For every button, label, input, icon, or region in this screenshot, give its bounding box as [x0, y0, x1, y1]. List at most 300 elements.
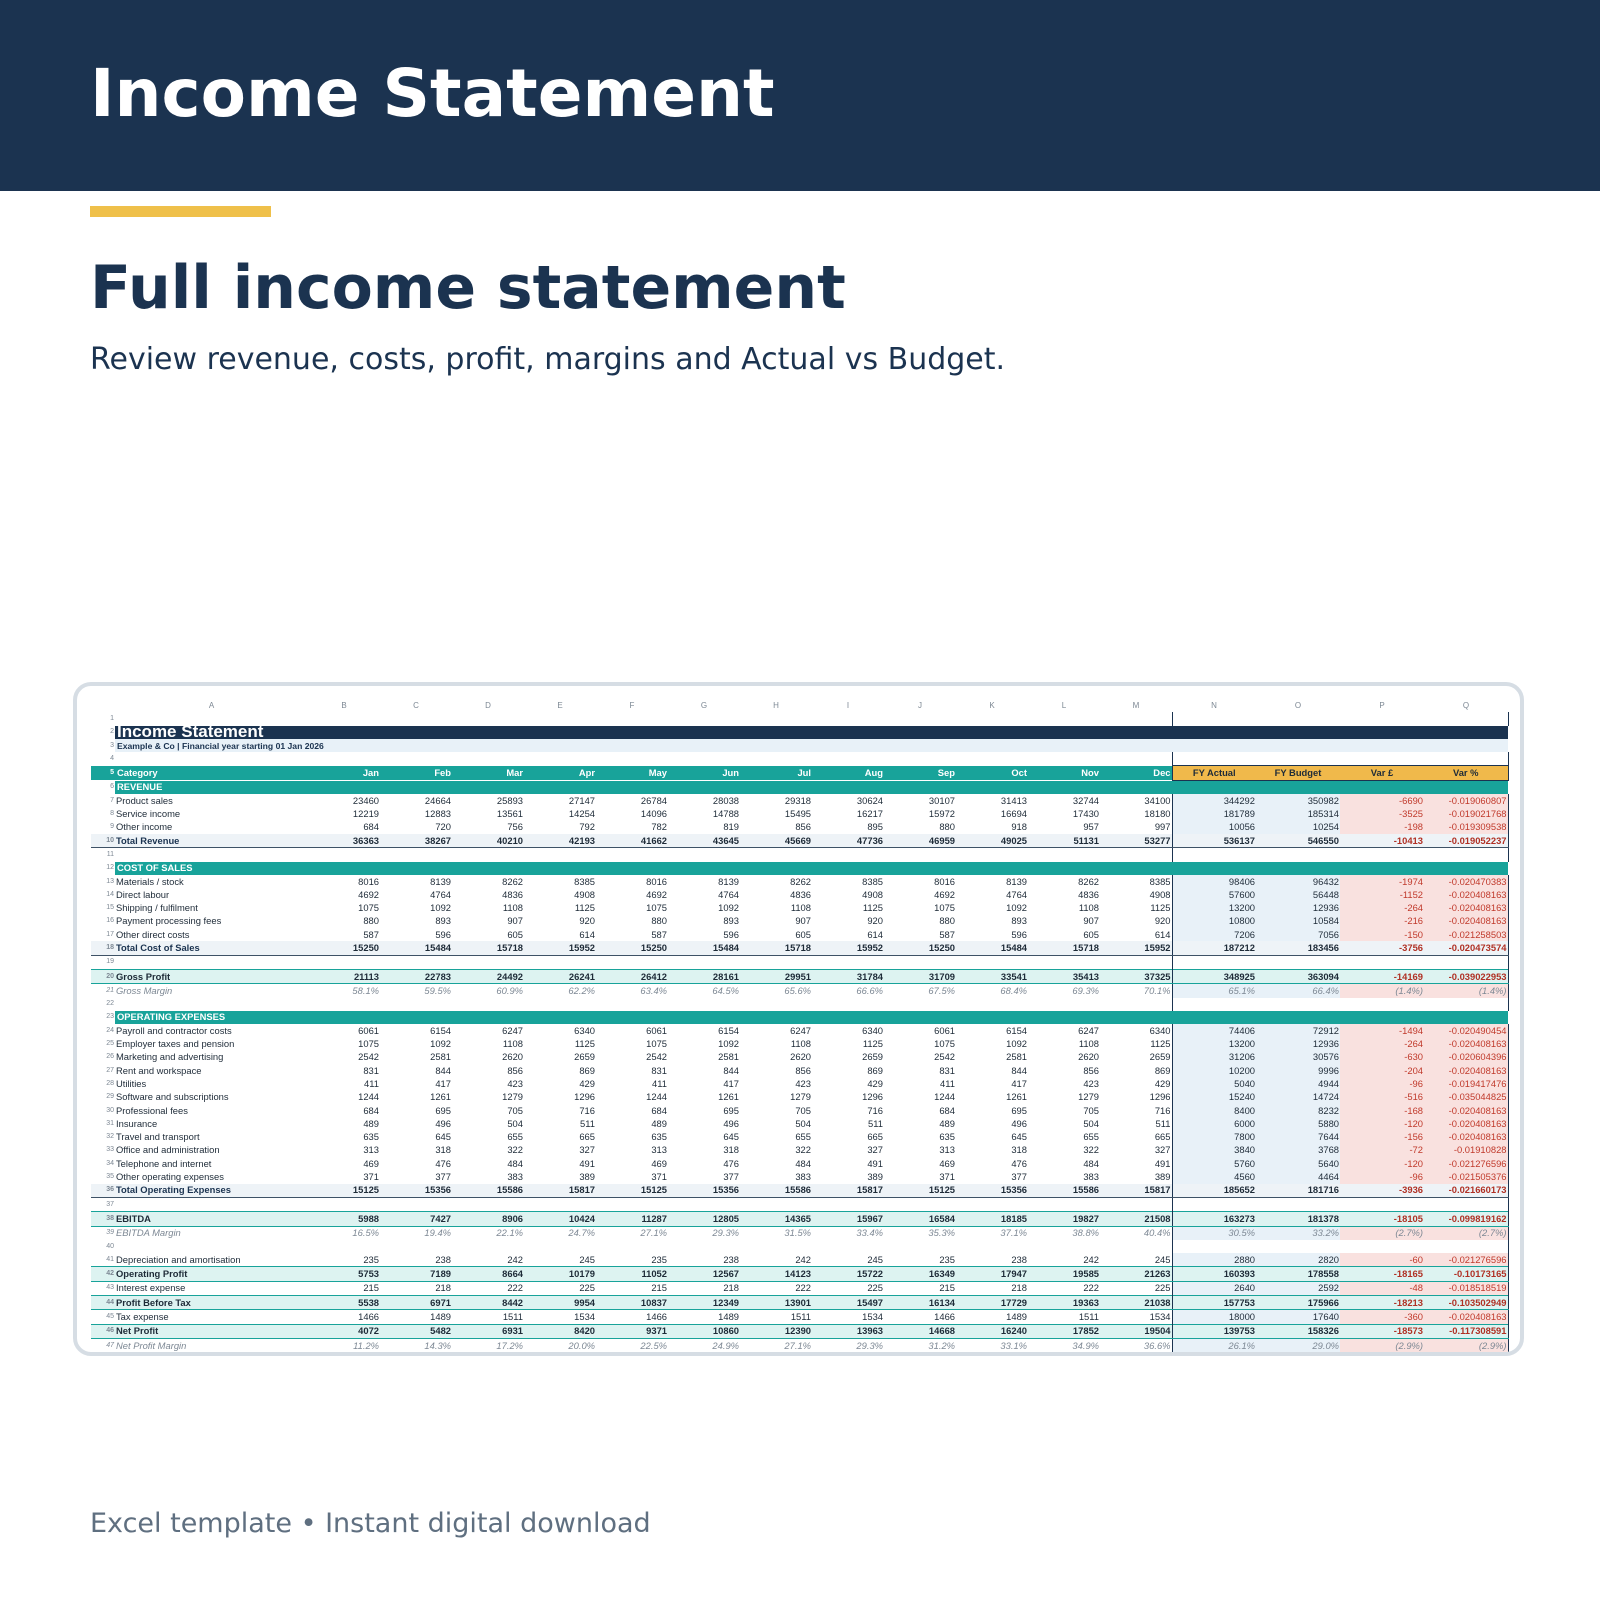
value-cell[interactable]: -516	[1340, 1091, 1424, 1104]
value-cell[interactable]: 1489	[1006, 1311, 1027, 1322]
column-letter-k[interactable]: K	[956, 699, 1028, 712]
value-cell[interactable]: 58.1%	[352, 984, 379, 996]
value-cell[interactable]: 18185	[956, 1212, 1028, 1226]
value-cell[interactable]: 43645	[668, 834, 740, 848]
value-cell[interactable]: -168	[1340, 1104, 1424, 1117]
value-cell[interactable]: 10424	[524, 1212, 596, 1226]
value-cell[interactable]: 6061	[358, 1024, 379, 1036]
value-cell[interactable]: 511	[580, 1117, 595, 1129]
value-cell[interactable]: -14169	[1340, 969, 1424, 983]
value-cell[interactable]: -150	[1340, 928, 1424, 941]
value-cell[interactable]: 8385	[1149, 875, 1171, 887]
value-cell[interactable]: 12390	[740, 1324, 812, 1338]
value-cell[interactable]: 489	[651, 1117, 667, 1129]
value-cell[interactable]: 10584	[1256, 915, 1340, 928]
value-cell[interactable]: 215	[363, 1282, 379, 1294]
value-cell[interactable]: 235	[651, 1253, 667, 1265]
column-header[interactable]: Category	[115, 766, 308, 780]
empty-cell[interactable]	[740, 955, 812, 969]
value-cell[interactable]: 34100	[1144, 794, 1171, 806]
value-cell[interactable]: 28038	[712, 794, 739, 806]
value-cell[interactable]: 684	[363, 1104, 379, 1116]
value-cell[interactable]: 8139	[430, 875, 451, 887]
value-cell[interactable]: 1125	[574, 902, 595, 914]
value-cell[interactable]: 16240	[956, 1324, 1028, 1338]
value-cell[interactable]: -0.020408163	[1424, 901, 1508, 914]
value-cell[interactable]: 1279	[1078, 1091, 1099, 1103]
value-cell[interactable]: 245	[579, 1253, 595, 1265]
value-cell[interactable]: 318	[1011, 1144, 1027, 1156]
value-cell[interactable]: 3768	[1256, 1144, 1340, 1157]
empty-cell[interactable]	[1256, 955, 1340, 969]
value-cell[interactable]: 6340	[862, 1024, 883, 1036]
value-cell[interactable]: 24.7%	[568, 1227, 595, 1239]
empty-cell[interactable]	[740, 998, 812, 1011]
value-cell[interactable]: 1108	[790, 902, 811, 914]
value-cell[interactable]: 313	[651, 1144, 667, 1156]
value-cell[interactable]: 2581	[718, 1051, 739, 1063]
value-cell[interactable]: 7644	[1256, 1131, 1340, 1144]
value-cell[interactable]: 15718	[1028, 941, 1100, 955]
column-header[interactable]: Jun	[668, 766, 740, 780]
empty-cell[interactable]	[740, 1197, 812, 1211]
value-cell[interactable]: 28161	[668, 969, 740, 983]
value-cell[interactable]: 716	[867, 1104, 883, 1116]
value-cell[interactable]: 175966	[1256, 1296, 1340, 1310]
value-cell[interactable]: 15240	[1172, 1091, 1256, 1104]
value-cell[interactable]: -120	[1340, 1117, 1424, 1130]
value-cell[interactable]: 1075	[358, 902, 379, 914]
value-cell[interactable]: 5988	[308, 1212, 380, 1226]
value-cell[interactable]: 15817	[524, 1184, 596, 1198]
value-cell[interactable]: 33541	[956, 969, 1028, 983]
value-cell[interactable]: 22.1%	[496, 1227, 523, 1239]
value-cell[interactable]: 469	[939, 1157, 955, 1169]
value-cell[interactable]: 318	[435, 1144, 451, 1156]
value-cell[interactable]: 8016	[934, 875, 955, 887]
value-cell[interactable]: 26784	[640, 794, 667, 806]
value-cell[interactable]: 12219	[352, 808, 379, 820]
value-cell[interactable]: 489	[939, 1117, 955, 1129]
value-cell[interactable]: 665	[1154, 1131, 1171, 1143]
value-cell[interactable]: 41662	[596, 834, 668, 848]
column-header[interactable]: Jul	[740, 766, 812, 780]
value-cell[interactable]: 655	[795, 1131, 811, 1143]
empty-cell[interactable]	[956, 712, 1028, 725]
empty-cell[interactable]	[1172, 752, 1256, 766]
value-cell[interactable]: 844	[1011, 1064, 1027, 1076]
value-cell[interactable]: 695	[1011, 1104, 1027, 1116]
empty-cell[interactable]	[956, 752, 1028, 766]
value-cell[interactable]: 1108	[1078, 1038, 1099, 1050]
value-cell[interactable]: 831	[939, 1064, 955, 1076]
value-cell[interactable]: 880	[939, 821, 955, 833]
value-cell[interactable]: 756	[507, 821, 523, 833]
value-cell[interactable]: 21508	[1100, 1212, 1172, 1226]
value-cell[interactable]: 42193	[524, 834, 596, 848]
value-cell[interactable]: 1534	[1149, 1311, 1171, 1322]
value-cell[interactable]: 918	[1011, 821, 1027, 833]
value-cell[interactable]: 476	[435, 1157, 451, 1169]
empty-cell[interactable]	[115, 848, 308, 862]
value-cell[interactable]: 181716	[1256, 1184, 1340, 1198]
value-cell[interactable]: 36.6%	[1143, 1339, 1171, 1351]
empty-cell[interactable]	[812, 752, 884, 766]
value-cell[interactable]: 5753	[308, 1267, 380, 1281]
empty-cell[interactable]	[452, 752, 524, 766]
value-cell[interactable]: 38.8%	[1072, 1227, 1099, 1239]
value-cell[interactable]: 377	[1011, 1171, 1027, 1183]
empty-cell[interactable]	[308, 712, 380, 725]
value-cell[interactable]: 32744	[1072, 794, 1099, 806]
value-cell[interactable]: 1075	[934, 902, 955, 914]
value-cell[interactable]: 831	[651, 1064, 667, 1076]
value-cell[interactable]: 15125	[596, 1184, 668, 1198]
value-cell[interactable]: 4692	[646, 888, 667, 900]
value-cell[interactable]: 181789	[1172, 807, 1256, 820]
column-letter-o[interactable]: O	[1256, 699, 1340, 712]
value-cell[interactable]: 15484	[956, 941, 1028, 955]
value-cell[interactable]: -18105	[1340, 1212, 1424, 1226]
value-cell[interactable]: -18213	[1340, 1296, 1424, 1310]
value-cell[interactable]: 18180	[1144, 808, 1171, 820]
value-cell[interactable]: 6247	[1078, 1024, 1099, 1036]
value-cell[interactable]: 187212	[1172, 941, 1256, 955]
value-cell[interactable]: 31413	[1000, 794, 1027, 806]
value-cell[interactable]: 10837	[596, 1296, 668, 1310]
value-cell[interactable]: 8016	[358, 875, 379, 887]
line-item-label[interactable]: Tax expense	[116, 1311, 169, 1322]
value-cell[interactable]: 33.1%	[1000, 1339, 1027, 1351]
value-cell[interactable]: -0.019021768	[1424, 807, 1508, 820]
value-cell[interactable]: -1494	[1340, 1024, 1424, 1037]
empty-cell[interactable]	[380, 848, 452, 862]
value-cell[interactable]: 7056	[1256, 928, 1340, 941]
value-cell[interactable]: 10254	[1256, 821, 1340, 834]
value-cell[interactable]: 3840	[1172, 1144, 1256, 1157]
value-cell[interactable]: 587	[651, 928, 667, 940]
value-cell[interactable]: 1261	[718, 1091, 739, 1103]
value-cell[interactable]: 5482	[380, 1324, 452, 1338]
value-cell[interactable]: 6971	[380, 1296, 452, 1310]
value-cell[interactable]: 20.0%	[568, 1339, 595, 1351]
value-cell[interactable]: 15125	[884, 1184, 956, 1198]
value-cell[interactable]: 8385	[574, 875, 595, 887]
value-cell[interactable]: 605	[507, 928, 523, 940]
value-cell[interactable]: 6154	[430, 1024, 451, 1036]
line-item-label[interactable]: Direct labour	[116, 888, 170, 900]
value-cell[interactable]: 160393	[1172, 1267, 1256, 1281]
column-letter-c[interactable]: C	[380, 699, 452, 712]
line-item-label[interactable]: Software and subscriptions	[116, 1091, 229, 1103]
empty-cell[interactable]	[115, 712, 308, 725]
empty-cell[interactable]	[1424, 998, 1508, 1011]
empty-cell[interactable]	[1256, 712, 1340, 725]
value-cell[interactable]: -0.103502949	[1424, 1296, 1508, 1310]
value-cell[interactable]: 8232	[1256, 1104, 1340, 1117]
value-cell[interactable]: 484	[1083, 1157, 1099, 1169]
empty-cell[interactable]	[884, 752, 956, 766]
empty-cell[interactable]	[1100, 712, 1172, 725]
value-cell[interactable]: 350982	[1256, 794, 1340, 807]
empty-cell[interactable]	[668, 1240, 740, 1253]
value-cell[interactable]: -0.020470383	[1424, 875, 1508, 888]
value-cell[interactable]: 1279	[502, 1091, 523, 1103]
value-cell[interactable]: 1108	[502, 902, 523, 914]
value-cell[interactable]: 614	[867, 928, 883, 940]
value-cell[interactable]: -18573	[1340, 1324, 1424, 1338]
value-cell[interactable]: 1279	[790, 1091, 811, 1103]
value-cell[interactable]: 1466	[646, 1311, 667, 1322]
value-cell[interactable]: -0.039022953	[1424, 969, 1508, 983]
value-cell[interactable]: 8442	[452, 1296, 524, 1310]
empty-cell[interactable]	[740, 848, 812, 862]
value-cell[interactable]: 1092	[1006, 1038, 1027, 1050]
value-cell[interactable]: 6340	[574, 1024, 595, 1036]
value-cell[interactable]: 7800	[1172, 1131, 1256, 1144]
value-cell[interactable]: 4692	[358, 888, 379, 900]
value-cell[interactable]: 185314	[1256, 807, 1340, 820]
value-cell[interactable]: 225	[867, 1282, 883, 1294]
value-cell[interactable]: -0.020408163	[1424, 1310, 1508, 1324]
value-cell[interactable]: 17430	[1072, 808, 1099, 820]
empty-cell[interactable]	[1340, 712, 1424, 725]
line-item-label[interactable]: Travel and transport	[116, 1131, 200, 1143]
empty-cell[interactable]	[1172, 1240, 1256, 1253]
value-cell[interactable]: 14668	[884, 1324, 956, 1338]
value-cell[interactable]: 30624	[856, 794, 883, 806]
line-item-label[interactable]: Other operating expenses	[116, 1171, 224, 1183]
value-cell[interactable]: -204	[1340, 1064, 1424, 1077]
value-cell[interactable]: 4836	[790, 888, 811, 900]
value-cell[interactable]: 8400	[1172, 1104, 1256, 1117]
value-cell[interactable]: 15356	[956, 1184, 1028, 1198]
value-cell[interactable]: 215	[939, 1282, 955, 1294]
value-cell[interactable]: 496	[723, 1117, 739, 1129]
value-cell[interactable]: 1296	[1149, 1091, 1171, 1103]
empty-cell[interactable]	[380, 752, 452, 766]
value-cell[interactable]: 29951	[740, 969, 812, 983]
value-cell[interactable]: 60.9%	[496, 984, 523, 996]
value-cell[interactable]: 4908	[574, 888, 595, 900]
empty-cell[interactable]	[1256, 1197, 1340, 1211]
empty-cell[interactable]	[1424, 848, 1508, 862]
empty-cell[interactable]	[596, 752, 668, 766]
empty-cell[interactable]	[1100, 998, 1172, 1011]
empty-cell[interactable]	[1100, 752, 1172, 766]
value-cell[interactable]: 7427	[380, 1212, 452, 1226]
empty-cell[interactable]	[1256, 752, 1340, 766]
value-cell[interactable]: 596	[1011, 928, 1027, 940]
value-cell[interactable]: -0.019060807	[1424, 794, 1508, 807]
line-item-label[interactable]: Marketing and advertising	[116, 1051, 224, 1063]
value-cell[interactable]: -264	[1340, 1037, 1424, 1050]
value-cell[interactable]: 218	[1011, 1282, 1027, 1294]
value-cell[interactable]: 13200	[1172, 901, 1256, 914]
value-cell[interactable]: 880	[651, 915, 667, 927]
empty-cell[interactable]	[1424, 1240, 1508, 1253]
value-cell[interactable]: 8262	[790, 875, 811, 887]
value-cell[interactable]: 2581	[1006, 1051, 1027, 1063]
value-cell[interactable]: 65.1%	[1172, 984, 1256, 998]
empty-cell[interactable]	[452, 955, 524, 969]
value-cell[interactable]: 222	[795, 1282, 811, 1294]
empty-cell[interactable]	[115, 1197, 308, 1211]
value-cell[interactable]: 2620	[502, 1051, 523, 1063]
value-cell[interactable]: 4692	[934, 888, 955, 900]
value-cell[interactable]: 185652	[1172, 1184, 1256, 1198]
value-cell[interactable]: -0.10173165	[1424, 1267, 1508, 1281]
line-item-label[interactable]: Operating Profit	[115, 1267, 308, 1281]
value-cell[interactable]: 5538	[308, 1296, 380, 1310]
value-cell[interactable]: 29.3%	[856, 1339, 883, 1351]
value-cell[interactable]: 504	[795, 1117, 811, 1129]
value-cell[interactable]: 8664	[452, 1267, 524, 1281]
value-cell[interactable]: 383	[507, 1171, 523, 1183]
empty-cell[interactable]	[524, 1240, 596, 1253]
value-cell[interactable]: 37325	[1100, 969, 1172, 983]
value-cell[interactable]: -0.020473574	[1424, 941, 1508, 955]
empty-cell[interactable]	[1340, 1197, 1424, 1211]
value-cell[interactable]: 183456	[1256, 941, 1340, 955]
value-cell[interactable]: 705	[1083, 1104, 1099, 1116]
value-cell[interactable]: 511	[1155, 1117, 1171, 1129]
empty-cell[interactable]	[884, 712, 956, 725]
value-cell[interactable]: 72912	[1256, 1024, 1340, 1037]
value-cell[interactable]: -0.01910828	[1424, 1144, 1508, 1157]
value-cell[interactable]: 158326	[1256, 1324, 1340, 1338]
value-cell[interactable]: 15967	[812, 1212, 884, 1226]
value-cell[interactable]: 17640	[1256, 1310, 1340, 1324]
value-cell[interactable]: 411	[652, 1077, 667, 1089]
value-cell[interactable]: 8262	[1078, 875, 1099, 887]
value-cell[interactable]: 423	[795, 1077, 811, 1089]
value-cell[interactable]: 21113	[308, 969, 380, 983]
value-cell[interactable]: 8420	[524, 1324, 596, 1338]
value-cell[interactable]: 1489	[718, 1311, 739, 1322]
value-cell[interactable]: 893	[435, 915, 451, 927]
value-cell[interactable]: 16349	[884, 1267, 956, 1281]
value-cell[interactable]: 1261	[430, 1091, 451, 1103]
value-cell[interactable]: 645	[435, 1131, 451, 1143]
empty-cell[interactable]	[1028, 955, 1100, 969]
value-cell[interactable]: 14724	[1256, 1091, 1340, 1104]
value-cell[interactable]: 15817	[812, 1184, 884, 1198]
value-cell[interactable]: 35.3%	[928, 1227, 955, 1239]
value-cell[interactable]: 12936	[1256, 901, 1340, 914]
value-cell[interactable]: 238	[723, 1253, 739, 1265]
value-cell[interactable]: 8906	[452, 1212, 524, 1226]
value-cell[interactable]: -198	[1340, 821, 1424, 834]
value-cell[interactable]: 15497	[812, 1296, 884, 1310]
value-cell[interactable]: (1.4%)	[1424, 984, 1508, 998]
value-cell[interactable]: 31784	[812, 969, 884, 983]
value-cell[interactable]: 15250	[596, 941, 668, 955]
empty-cell[interactable]	[740, 752, 812, 766]
value-cell[interactable]: 1125	[574, 1038, 595, 1050]
value-cell[interactable]: 716	[1154, 1104, 1171, 1116]
value-cell[interactable]: -120	[1340, 1157, 1424, 1170]
value-cell[interactable]: 695	[723, 1104, 739, 1116]
empty-cell[interactable]	[812, 712, 884, 725]
value-cell[interactable]: 16694	[1000, 808, 1027, 820]
value-cell[interactable]: 1125	[1150, 1038, 1171, 1050]
value-cell[interactable]: 9954	[524, 1296, 596, 1310]
value-cell[interactable]: 29318	[784, 794, 811, 806]
line-item-label[interactable]: Total Cost of Sales	[115, 941, 308, 955]
value-cell[interactable]: 1534	[862, 1311, 883, 1322]
value-cell[interactable]: 7189	[380, 1267, 452, 1281]
line-item-label[interactable]: Materials / stock	[116, 875, 184, 887]
value-cell[interactable]: 869	[579, 1064, 595, 1076]
empty-cell[interactable]	[812, 1197, 884, 1211]
value-cell[interactable]: 655	[1083, 1131, 1099, 1143]
value-cell[interactable]: 920	[867, 915, 883, 927]
value-cell[interactable]: 10800	[1172, 915, 1256, 928]
line-item-label[interactable]: Utilities	[116, 1077, 147, 1089]
value-cell[interactable]: 15586	[740, 1184, 812, 1198]
value-cell[interactable]: 1092	[430, 1038, 451, 1050]
value-cell[interactable]: 429	[579, 1077, 595, 1089]
empty-cell[interactable]	[452, 1197, 524, 1211]
line-item-label[interactable]: Other direct costs	[116, 928, 190, 940]
value-cell[interactable]: 56448	[1256, 888, 1340, 901]
empty-cell[interactable]	[884, 1240, 956, 1253]
value-cell[interactable]: 596	[723, 928, 739, 940]
value-cell[interactable]: 716	[579, 1104, 595, 1116]
value-cell[interactable]: -156	[1340, 1131, 1424, 1144]
value-cell[interactable]: 40.4%	[1143, 1227, 1171, 1239]
value-cell[interactable]: 16134	[884, 1296, 956, 1310]
column-letter-e[interactable]: E	[524, 699, 596, 712]
value-cell[interactable]: 29.3%	[712, 1227, 739, 1239]
value-cell[interactable]: 322	[507, 1144, 523, 1156]
empty-cell[interactable]	[956, 848, 1028, 862]
empty-cell[interactable]	[524, 1197, 596, 1211]
value-cell[interactable]: -0.020408163	[1424, 1037, 1508, 1050]
column-letter-p[interactable]: P	[1340, 699, 1424, 712]
empty-cell[interactable]	[740, 712, 812, 725]
value-cell[interactable]: 67.5%	[928, 984, 955, 996]
value-cell[interactable]: 389	[1154, 1171, 1171, 1183]
value-cell[interactable]: 489	[363, 1117, 379, 1129]
value-cell[interactable]: 74406	[1172, 1024, 1256, 1037]
column-letter-i[interactable]: I	[812, 699, 884, 712]
line-item-label[interactable]: Gross Profit	[115, 969, 308, 983]
value-cell[interactable]: 880	[939, 915, 955, 927]
value-cell[interactable]: 1108	[502, 1038, 523, 1050]
value-cell[interactable]: 1092	[1006, 902, 1027, 914]
value-cell[interactable]: 19504	[1100, 1324, 1172, 1338]
value-cell[interactable]: -264	[1340, 901, 1424, 914]
empty-cell[interactable]	[1172, 712, 1256, 725]
value-cell[interactable]: 53277	[1100, 834, 1172, 848]
value-cell[interactable]: 33.4%	[856, 1227, 883, 1239]
value-cell[interactable]: 15356	[668, 1184, 740, 1198]
column-header[interactable]: Aug	[812, 766, 884, 780]
value-cell[interactable]: 245	[1154, 1253, 1171, 1265]
value-cell[interactable]: -0.117308591	[1424, 1324, 1508, 1338]
value-cell[interactable]: 12883	[424, 808, 451, 820]
empty-cell[interactable]	[1028, 1240, 1100, 1253]
line-item-label[interactable]: Office and administration	[116, 1144, 220, 1156]
column-header[interactable]: May	[596, 766, 668, 780]
value-cell[interactable]: 13561	[496, 808, 523, 820]
value-cell[interactable]: 27.1%	[784, 1339, 811, 1351]
value-cell[interactable]: 645	[1011, 1131, 1027, 1143]
value-cell[interactable]: 27.1%	[640, 1227, 667, 1239]
empty-cell[interactable]	[1340, 998, 1424, 1011]
